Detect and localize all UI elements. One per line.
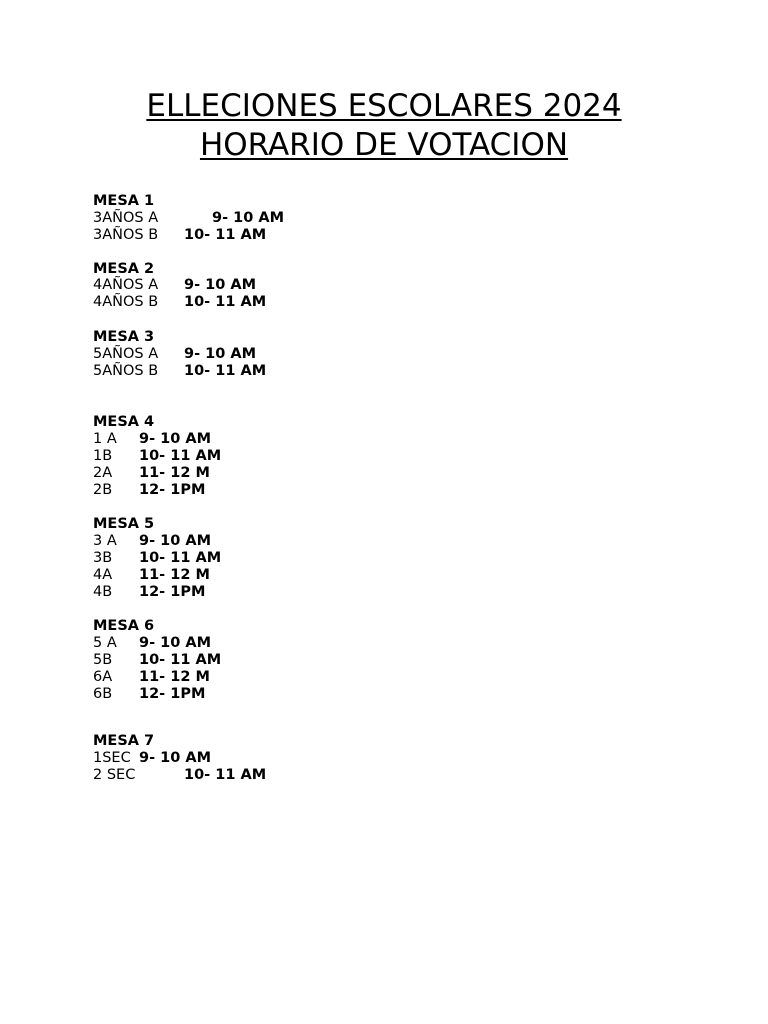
- group-label: 1SEC: [93, 750, 131, 766]
- schedule-row: [93, 346, 257, 363]
- group-label: 2A: [93, 465, 113, 481]
- document-subtitle: HORARIO DE VOTACION: [199, 127, 569, 163]
- group-label: 2 SEC: [93, 767, 136, 783]
- schedule-row: [93, 584, 206, 601]
- group-label: 4B: [93, 584, 113, 600]
- schedule-row: [93, 294, 267, 311]
- schedule-row: [93, 567, 210, 584]
- time-slot: 11- 12 M: [139, 567, 210, 583]
- schedule-row: [93, 750, 212, 767]
- group-label: 3AÑOS B: [93, 227, 159, 243]
- group-label: 6B: [93, 686, 113, 702]
- group-label: 3AÑOS A: [93, 210, 159, 226]
- schedule-row: [93, 767, 267, 784]
- schedule-row: [93, 227, 267, 244]
- time-slot: 10- 11 AM: [184, 294, 267, 310]
- time-slot: 12- 1PM: [139, 584, 206, 600]
- time-slot: 10- 11 AM: [139, 652, 222, 668]
- mesa-7-heading: MESA 7: [93, 733, 155, 749]
- time-slot: 9- 10 AM: [139, 635, 212, 651]
- group-label: 4A: [93, 567, 113, 583]
- time-slot: 9- 10 AM: [184, 346, 257, 362]
- time-slot: 9- 10 AM: [139, 431, 212, 447]
- group-label: 1B: [93, 448, 113, 464]
- mesa-3-heading: MESA 3: [93, 329, 155, 345]
- time-slot: 9- 10 AM: [184, 277, 257, 293]
- time-slot: 10- 11 AM: [139, 448, 222, 464]
- time-slot: 10- 11 AM: [139, 550, 222, 566]
- schedule-row: [93, 533, 212, 550]
- time-slot: 10- 11 AM: [184, 767, 267, 783]
- schedule-row: [93, 465, 210, 482]
- group-label: 3 A: [93, 533, 117, 549]
- group-label: 5 A: [93, 635, 117, 651]
- group-label: 5AÑOS B: [93, 363, 159, 379]
- time-slot: 11- 12 M: [139, 465, 210, 481]
- schedule-row: [93, 669, 210, 686]
- schedule-row: [93, 550, 222, 567]
- schedule-row: [93, 448, 222, 465]
- time-slot: 10- 11 AM: [184, 227, 267, 243]
- mesa-6-heading: MESA 6: [93, 618, 155, 634]
- group-label: 1 A: [93, 431, 117, 447]
- schedule-row: [93, 431, 212, 448]
- time-slot: 11- 12 M: [139, 669, 210, 685]
- mesa-2-heading: MESA 2: [93, 261, 155, 277]
- mesa-1-heading: MESA 1: [93, 193, 155, 209]
- time-slot: 9- 10 AM: [212, 210, 285, 226]
- document-title: ELLECIONES ESCOLARES 2024: [146, 88, 622, 124]
- group-label: 3B: [93, 550, 113, 566]
- time-slot: 9- 10 AM: [139, 750, 212, 766]
- schedule-row: [93, 635, 212, 652]
- group-label: 2B: [93, 482, 113, 498]
- group-label: 5AÑOS A: [93, 346, 159, 362]
- group-label: 4AÑOS B: [93, 294, 159, 310]
- schedule-row: [93, 482, 206, 499]
- time-slot: 12- 1PM: [139, 686, 206, 702]
- schedule-row: [93, 277, 257, 294]
- time-slot: 9- 10 AM: [139, 533, 212, 549]
- schedule-row: [93, 210, 285, 227]
- mesa-5-heading: MESA 5: [93, 516, 155, 532]
- schedule-row: [93, 363, 267, 380]
- time-slot: 12- 1PM: [139, 482, 206, 498]
- schedule-row: [93, 652, 222, 669]
- group-label: 4AÑOS A: [93, 277, 159, 293]
- group-label: 5B: [93, 652, 113, 668]
- group-label: 6A: [93, 669, 113, 685]
- mesa-4-heading: MESA 4: [93, 414, 155, 430]
- schedule-row: [93, 686, 206, 703]
- time-slot: 10- 11 AM: [184, 363, 267, 379]
